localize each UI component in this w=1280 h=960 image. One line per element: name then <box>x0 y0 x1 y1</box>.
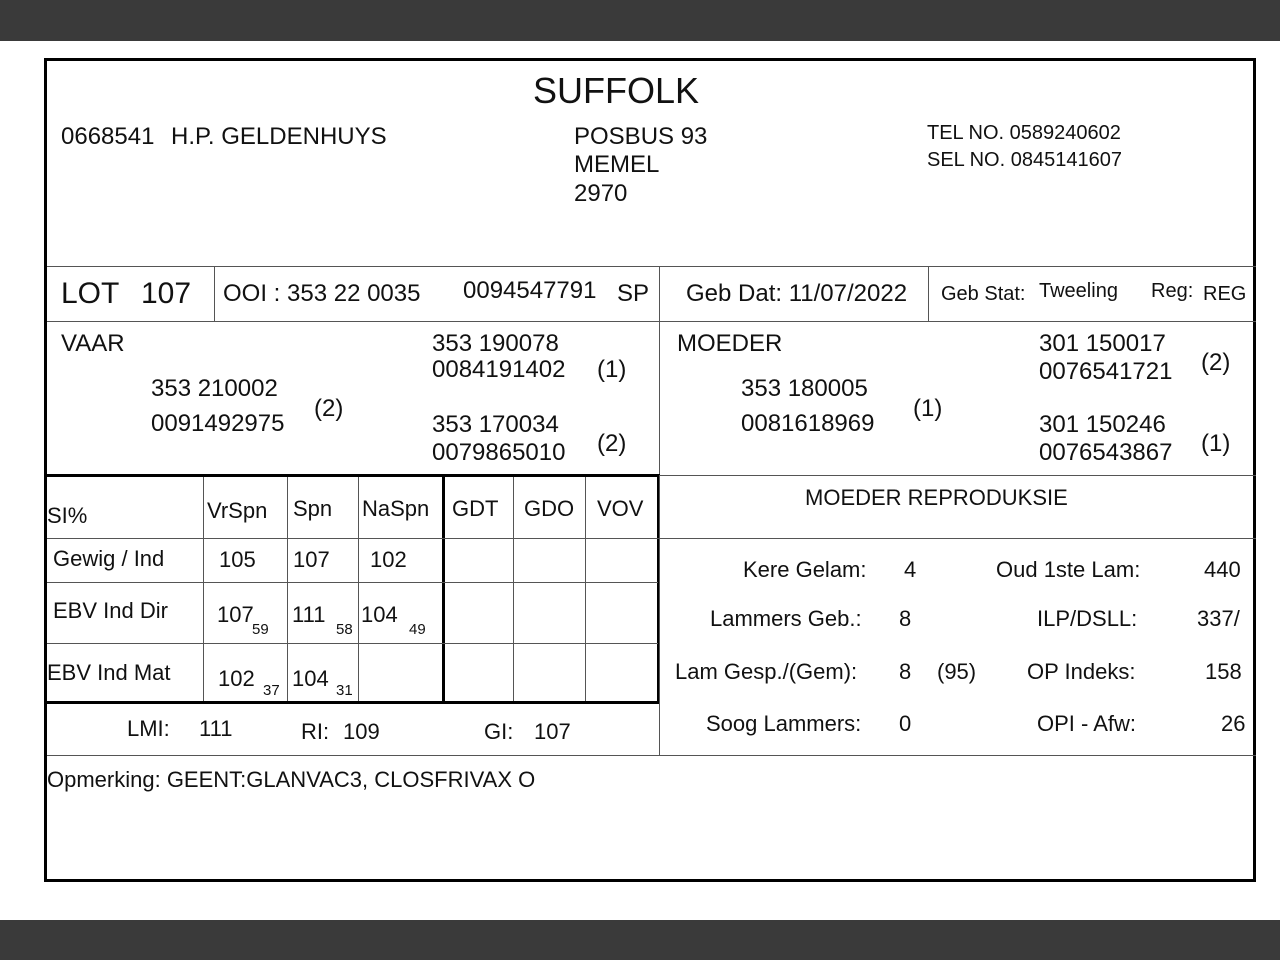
dam-label: MOEDER <box>677 330 783 357</box>
divider <box>47 582 658 583</box>
owner-code: 0668541 <box>61 123 155 150</box>
divider <box>47 538 1256 539</box>
op-indeks-label: OP Indeks: <box>1027 659 1136 684</box>
divider <box>358 477 359 701</box>
cell-value: 107 <box>217 602 254 627</box>
table-border <box>442 474 445 704</box>
divider <box>47 643 658 644</box>
divider <box>214 266 215 321</box>
row-label-ebv-mat: EBV Ind Mat <box>47 660 171 685</box>
gi-value: 107 <box>534 719 571 744</box>
kere-gelam-value: 4 <box>904 557 917 582</box>
divider <box>287 477 288 701</box>
cell-value: 111 <box>292 602 326 627</box>
lam-gesp-value: 8 <box>899 659 912 684</box>
maternal-grandsire-note: (2) <box>1201 349 1231 376</box>
bottom-frame-bar <box>0 920 1280 960</box>
lammers-geb-value: 8 <box>899 606 912 631</box>
paternal-grandsire-number: 0084191402 <box>432 356 566 383</box>
opi-label: OPI - Afw: <box>1037 711 1137 736</box>
lmi-label: LMI: <box>127 716 170 741</box>
paternal-grandsire-id: 353 190078 <box>432 330 559 357</box>
maternal-grandsire-number: 0076541721 <box>1039 358 1173 385</box>
sp-code: SP <box>617 280 650 307</box>
op-indeks-value: 158 <box>1205 659 1242 684</box>
cell-value: 107 <box>293 547 330 572</box>
cell-accuracy: 49 <box>409 621 426 638</box>
tel-number: TEL NO. 0589240602 <box>927 122 1121 144</box>
address-line-3: 2970 <box>574 180 628 207</box>
address-line-2: MEMEL <box>574 151 660 178</box>
soog-label: Soog Lammers: <box>706 711 862 736</box>
cell-accuracy: 58 <box>336 621 353 638</box>
gdo-header: GDO <box>524 496 575 521</box>
address-line-1: POSBUS 93 <box>574 123 708 150</box>
remarks: Opmerking: GEENT:GLANVAC3, CLOSFRIVAX O <box>47 767 536 792</box>
kere-gelam-label: Kere Gelam: <box>743 557 867 582</box>
cell-value: 104 <box>292 666 329 691</box>
vrspn-header: VrSpn <box>207 498 268 523</box>
naspn-header: NaSpn <box>362 496 430 521</box>
si-header: SI% <box>47 503 88 528</box>
paternal-granddam-note: (2) <box>597 430 627 457</box>
divider <box>203 477 204 701</box>
table-border <box>47 474 660 477</box>
paternal-granddam-number: 0079865010 <box>432 439 566 466</box>
birth-status-label: Geb Stat: <box>941 283 1026 305</box>
lot-number: 107 <box>141 277 192 310</box>
oud-lam-label: Oud 1ste Lam: <box>996 557 1141 582</box>
lam-gesp-gem: (95) <box>937 659 977 684</box>
animal-number: 0094547791 <box>463 277 597 304</box>
lot-label: LOT <box>61 277 120 310</box>
divider <box>47 755 1256 756</box>
dam-number: 0081618969 <box>741 410 875 437</box>
vov-header: VOV <box>597 496 644 521</box>
ewe-id: OOI : 353 22 0035 <box>223 280 421 307</box>
top-frame-bar <box>0 0 1280 41</box>
dam-id: 353 180005 <box>741 375 868 402</box>
cell-value: 104 <box>361 602 398 627</box>
lam-gesp-label: Lam Gesp./(Gem): <box>675 659 858 684</box>
divider <box>513 477 514 701</box>
lammers-geb-label: Lammers Geb.: <box>710 606 862 631</box>
divider <box>928 266 929 321</box>
divider <box>659 321 660 475</box>
cell-accuracy: 59 <box>252 621 269 638</box>
divider <box>585 477 586 701</box>
oud-lam-value: 440 <box>1204 557 1241 582</box>
row-label-ebv-dir: EBV Ind Dir <box>53 598 168 623</box>
gi-label: GI: <box>484 719 514 744</box>
ilp-value: 337/ <box>1197 606 1240 631</box>
maternal-granddam-id: 301 150246 <box>1039 411 1166 438</box>
maternal-grandsire-id: 301 150017 <box>1039 330 1166 357</box>
divider <box>47 321 1256 322</box>
cell-accuracy: 31 <box>336 682 353 699</box>
birth-status-value: Tweeling <box>1039 280 1118 302</box>
divider <box>47 266 1256 267</box>
cell-accuracy: 37 <box>263 682 280 699</box>
owner-name: H.P. GELDENHUYS <box>171 123 387 150</box>
breed-title: SUFFOLK <box>533 70 700 111</box>
paternal-grandsire-note: (1) <box>597 356 627 383</box>
cell-value: 102 <box>218 666 255 691</box>
sire-note: (2) <box>314 395 344 422</box>
lmi-value: 111 <box>199 716 233 741</box>
sire-label: VAAR <box>61 330 125 357</box>
ri-value: 109 <box>343 719 380 744</box>
table-border <box>47 701 660 704</box>
soog-value: 0 <box>899 711 912 736</box>
sire-id: 353 210002 <box>151 375 278 402</box>
paternal-granddam-id: 353 170034 <box>432 411 559 438</box>
reg-label: Reg: <box>1151 280 1194 302</box>
opi-value: 26 <box>1221 711 1246 736</box>
cell-number: SEL NO. 0845141607 <box>927 149 1122 171</box>
divider <box>659 475 660 755</box>
cell-value: 105 <box>219 547 256 572</box>
ilp-label: ILP/DSLL: <box>1037 606 1138 631</box>
spn-header: Spn <box>293 496 333 521</box>
maternal-granddam-note: (1) <box>1201 430 1231 457</box>
sire-number: 0091492975 <box>151 410 285 437</box>
birth-date: Geb Dat: 11/07/2022 <box>686 280 908 307</box>
lot-card <box>44 58 1256 882</box>
cell-value: 102 <box>370 547 407 572</box>
divider <box>659 266 660 321</box>
gdt-header: GDT <box>452 496 499 521</box>
maternal-granddam-number: 0076543867 <box>1039 439 1173 466</box>
dam-note: (1) <box>913 395 943 422</box>
reproduction-title: MOEDER REPRODUKSIE <box>805 485 1068 510</box>
ri-label: RI: <box>301 719 330 744</box>
reg-value: REG <box>1203 283 1247 305</box>
row-label-gewig: Gewig / Ind <box>53 546 165 571</box>
divider <box>659 475 1256 476</box>
